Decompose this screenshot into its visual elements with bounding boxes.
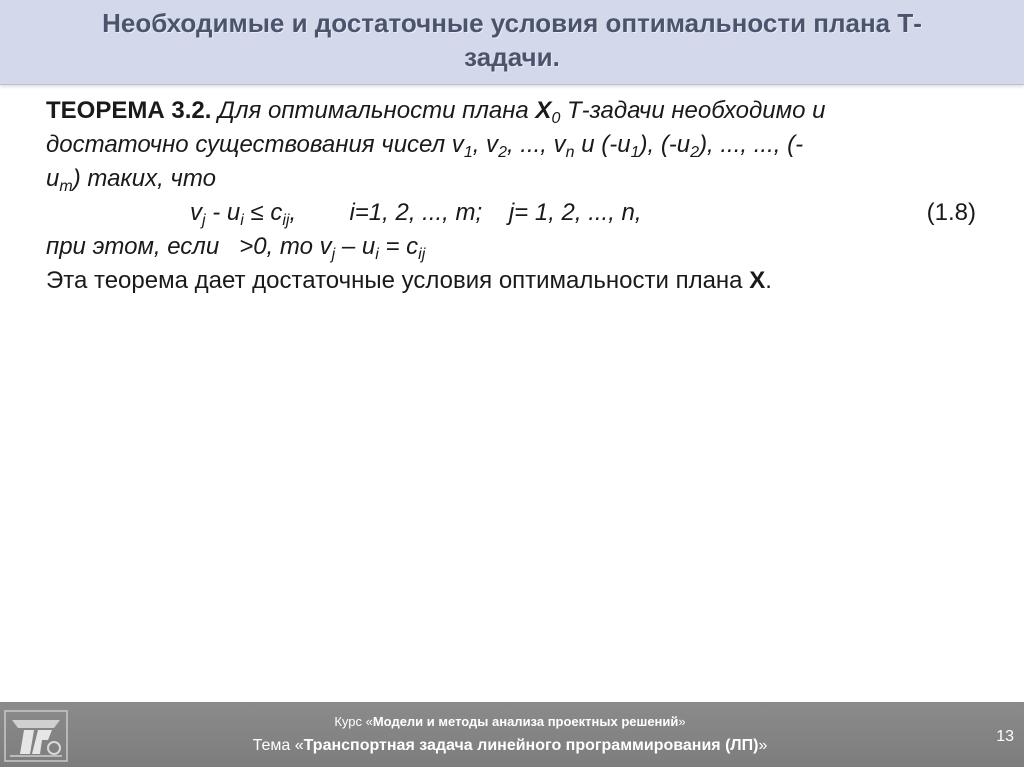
topic-line bbox=[200, 735, 820, 757]
slide-title bbox=[10, 6, 1014, 74]
course-line bbox=[200, 712, 820, 732]
theorem-line-2 bbox=[46, 128, 976, 162]
slide-body bbox=[46, 94, 976, 298]
theorem-text-rest: Т-задачи необходимо и bbox=[560, 97, 826, 124]
text-fragment: » bbox=[678, 714, 686, 729]
topic-name: Транспортная задача линейного программирования (ЛП) bbox=[303, 737, 759, 754]
equation-number: (1.8) bbox=[926, 199, 976, 226]
subscript: j bbox=[202, 212, 206, 229]
subscript: i bbox=[240, 212, 244, 229]
conclusion-line bbox=[46, 264, 976, 298]
plan-symbol: X bbox=[535, 97, 552, 124]
text-fragment: Тема « bbox=[252, 737, 304, 754]
text-fragment: – u bbox=[335, 233, 376, 260]
subscript: 1 bbox=[463, 144, 473, 161]
subscript: i bbox=[375, 246, 379, 263]
formula-index-ranges: , i=1, 2, ..., m; j= 1, 2, ..., n, bbox=[289, 199, 642, 226]
subscript: n bbox=[565, 144, 575, 161]
text-fragment: достаточно существования чисел v bbox=[46, 131, 464, 158]
footer-caption bbox=[200, 712, 820, 757]
text-fragment: . bbox=[765, 267, 772, 294]
plan-subscript: 0 bbox=[551, 110, 561, 127]
text-fragment: Эта теорема дает достаточные условия оптимальности плана bbox=[46, 267, 750, 294]
text-fragment: , ..., v bbox=[506, 131, 566, 158]
subscript: 2 bbox=[690, 144, 700, 161]
slide-header bbox=[0, 0, 1024, 85]
theorem-line-3 bbox=[46, 162, 976, 196]
text-fragment: - u bbox=[205, 199, 241, 226]
course-name: Модели и методы анализа проектных решений bbox=[372, 714, 679, 729]
text-fragment: Курс « bbox=[334, 714, 373, 729]
text-fragment: при этом, если >0, то v bbox=[46, 233, 332, 260]
title-line-1: Необходимые и достаточные условия оптимальности плана Т- bbox=[102, 8, 922, 38]
text-fragment: , v bbox=[472, 131, 499, 158]
formula-expression bbox=[190, 196, 642, 230]
subscript: j bbox=[331, 246, 336, 263]
subscript: 1 bbox=[630, 144, 640, 161]
slide-footer bbox=[0, 702, 1024, 767]
plan-symbol: X bbox=[749, 267, 766, 294]
text-fragment: и (-u bbox=[574, 131, 631, 158]
text-fragment: ), (-u bbox=[639, 131, 691, 158]
formula-1-8 bbox=[46, 196, 976, 230]
text-fragment: = c bbox=[378, 233, 419, 260]
page-number: 13 bbox=[996, 728, 1014, 745]
university-logo-icon bbox=[4, 710, 68, 762]
theorem-line-1 bbox=[46, 94, 976, 128]
subscript: m bbox=[59, 178, 73, 195]
theorem-label: ТЕОРЕМА 3.2. bbox=[46, 97, 212, 124]
title-line-2: задачи. bbox=[464, 42, 560, 72]
text-fragment: u bbox=[46, 165, 60, 192]
text-fragment: ≤ c bbox=[243, 199, 283, 226]
subscript: ij bbox=[282, 212, 290, 229]
subscript: 2 bbox=[498, 144, 507, 161]
text-fragment: » bbox=[758, 737, 768, 754]
text-fragment: ), ..., ..., (- bbox=[699, 131, 804, 158]
subscript: ij bbox=[418, 246, 426, 263]
text-fragment: ) таких, что bbox=[72, 165, 216, 192]
text-fragment: v bbox=[190, 199, 202, 226]
condition-line bbox=[46, 230, 976, 264]
theorem-text: Для оптимальности плана bbox=[211, 97, 536, 124]
